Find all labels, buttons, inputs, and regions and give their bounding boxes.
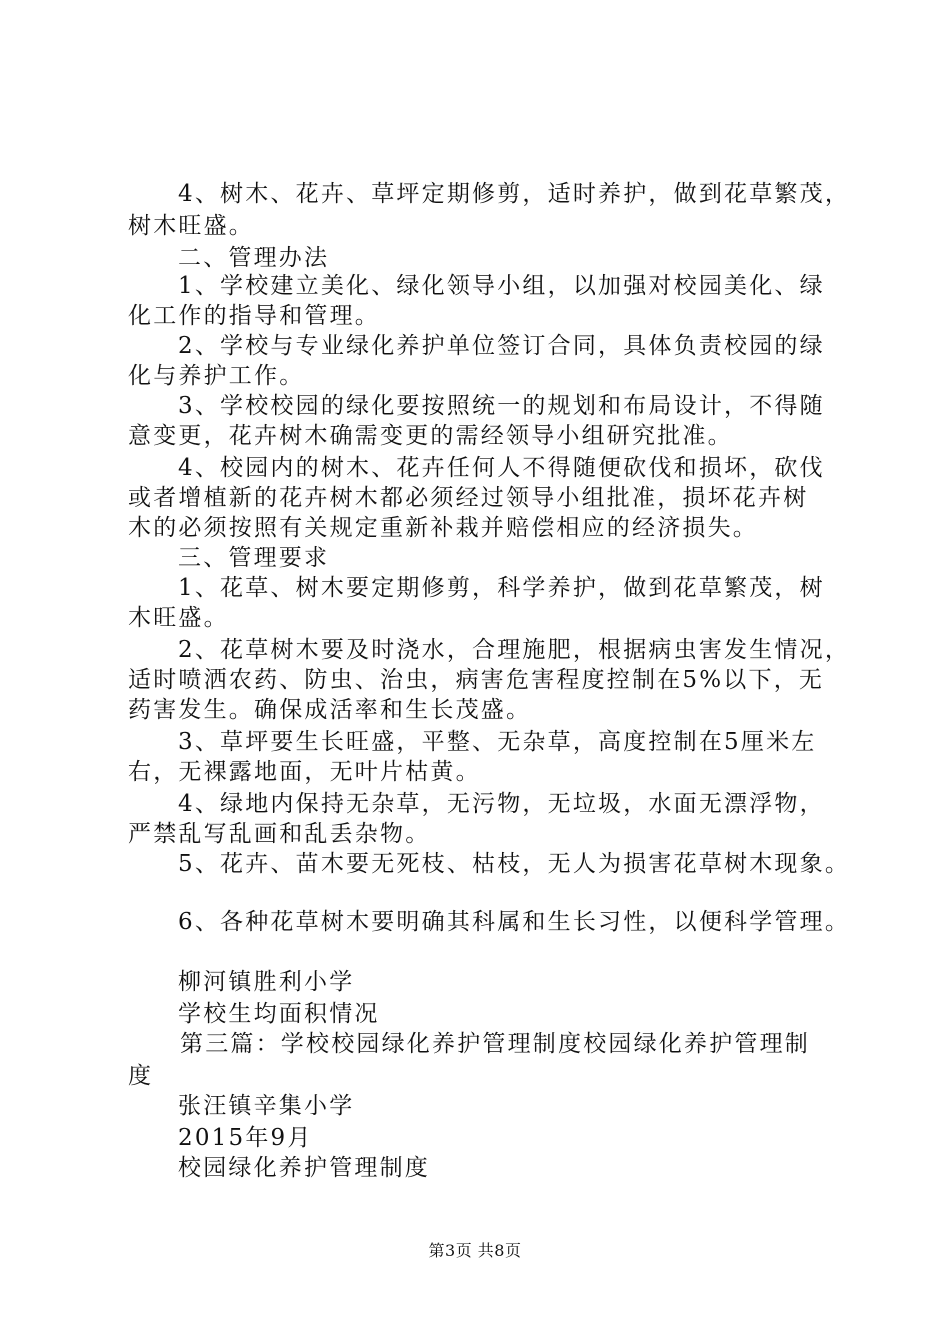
paragraph-line: 5、花卉、苗木要无死枝、枯枝，无人为损害花草树木现象。 — [178, 851, 851, 877]
chapter-title: 第三篇：学校校园绿化养护管理制度校园绿化养护管理制 — [180, 1031, 810, 1057]
document-heading: 校园绿化养护管理制度 — [178, 1155, 430, 1181]
paragraph-line: 1、花草、树木要定期修剪，科学养护，做到花草繁茂，树 — [178, 575, 825, 601]
paragraph-line: 2、花草树木要及时浇水，合理施肥，根据病虫害发生情况， — [178, 637, 851, 663]
page-number-footer: 第3页 共8页 — [428, 1241, 522, 1260]
school-name: 张汪镇辛集小学 — [178, 1093, 355, 1119]
paragraph-line: 3、草坪要生长旺盛，平整、无杂草，高度控制在5厘米左 — [178, 729, 817, 755]
paragraph-line: 1、学校建立美化、绿化领导小组，以加强对校园美化、绿 — [178, 273, 825, 299]
document-date: 2015年9月 — [178, 1125, 313, 1151]
paragraph-line: 4、校园内的树木、花卉任何人不得随便砍伐和损坏，砍伐 — [178, 455, 825, 481]
paragraph-line: 严禁乱写乱画和乱丢杂物。 — [128, 821, 431, 847]
section-heading: 二、管理办法 — [178, 245, 330, 271]
paragraph-line: 2、学校与专业绿化养护单位签订合同，具体负责校园的绿 — [178, 333, 825, 359]
paragraph-line: 木的必须按照有关规定重新补栽并赔偿相应的经济损失。 — [128, 515, 758, 541]
paragraph-line: 木旺盛。 — [128, 605, 229, 631]
paragraph-line: 4、树木、花卉、草坪定期修剪，适时养护，做到花草繁茂， — [178, 181, 851, 207]
paragraph-line: 右，无裸露地面，无叶片枯黄。 — [128, 759, 481, 785]
paragraph-line: 适时喷洒农药、防虫、治虫，病害危害程度控制在5%以下，无 — [128, 667, 825, 693]
paragraph-line: 4、绿地内保持无杂草，无污物，无垃圾，水面无漂浮物， — [178, 791, 825, 817]
paragraph-line: 化工作的指导和管理。 — [128, 303, 380, 329]
paragraph-line: 意变更，花卉树木确需变更的需经领导小组研究批准。 — [128, 423, 733, 449]
paragraph-line: 6、各种花草树木要明确其科属和生长习性，以便科学管理。 — [178, 909, 851, 935]
paragraph-line: 树木旺盛。 — [128, 213, 254, 239]
document-subtitle: 学校生均面积情况 — [178, 1001, 380, 1027]
paragraph-line: 或者增植新的花卉树木都必须经过领导小组批准，损坏花卉树 — [128, 485, 809, 511]
paragraph-line: 3、学校校园的绿化要按照统一的规划和布局设计，不得随 — [178, 393, 825, 419]
chapter-title-continued: 度 — [128, 1063, 154, 1089]
paragraph-line: 药害发生。确保成活率和生长茂盛。 — [128, 697, 532, 723]
section-heading: 三、管理要求 — [178, 545, 330, 571]
school-name: 柳河镇胜利小学 — [178, 969, 355, 995]
paragraph-line: 化与养护工作。 — [128, 363, 305, 389]
